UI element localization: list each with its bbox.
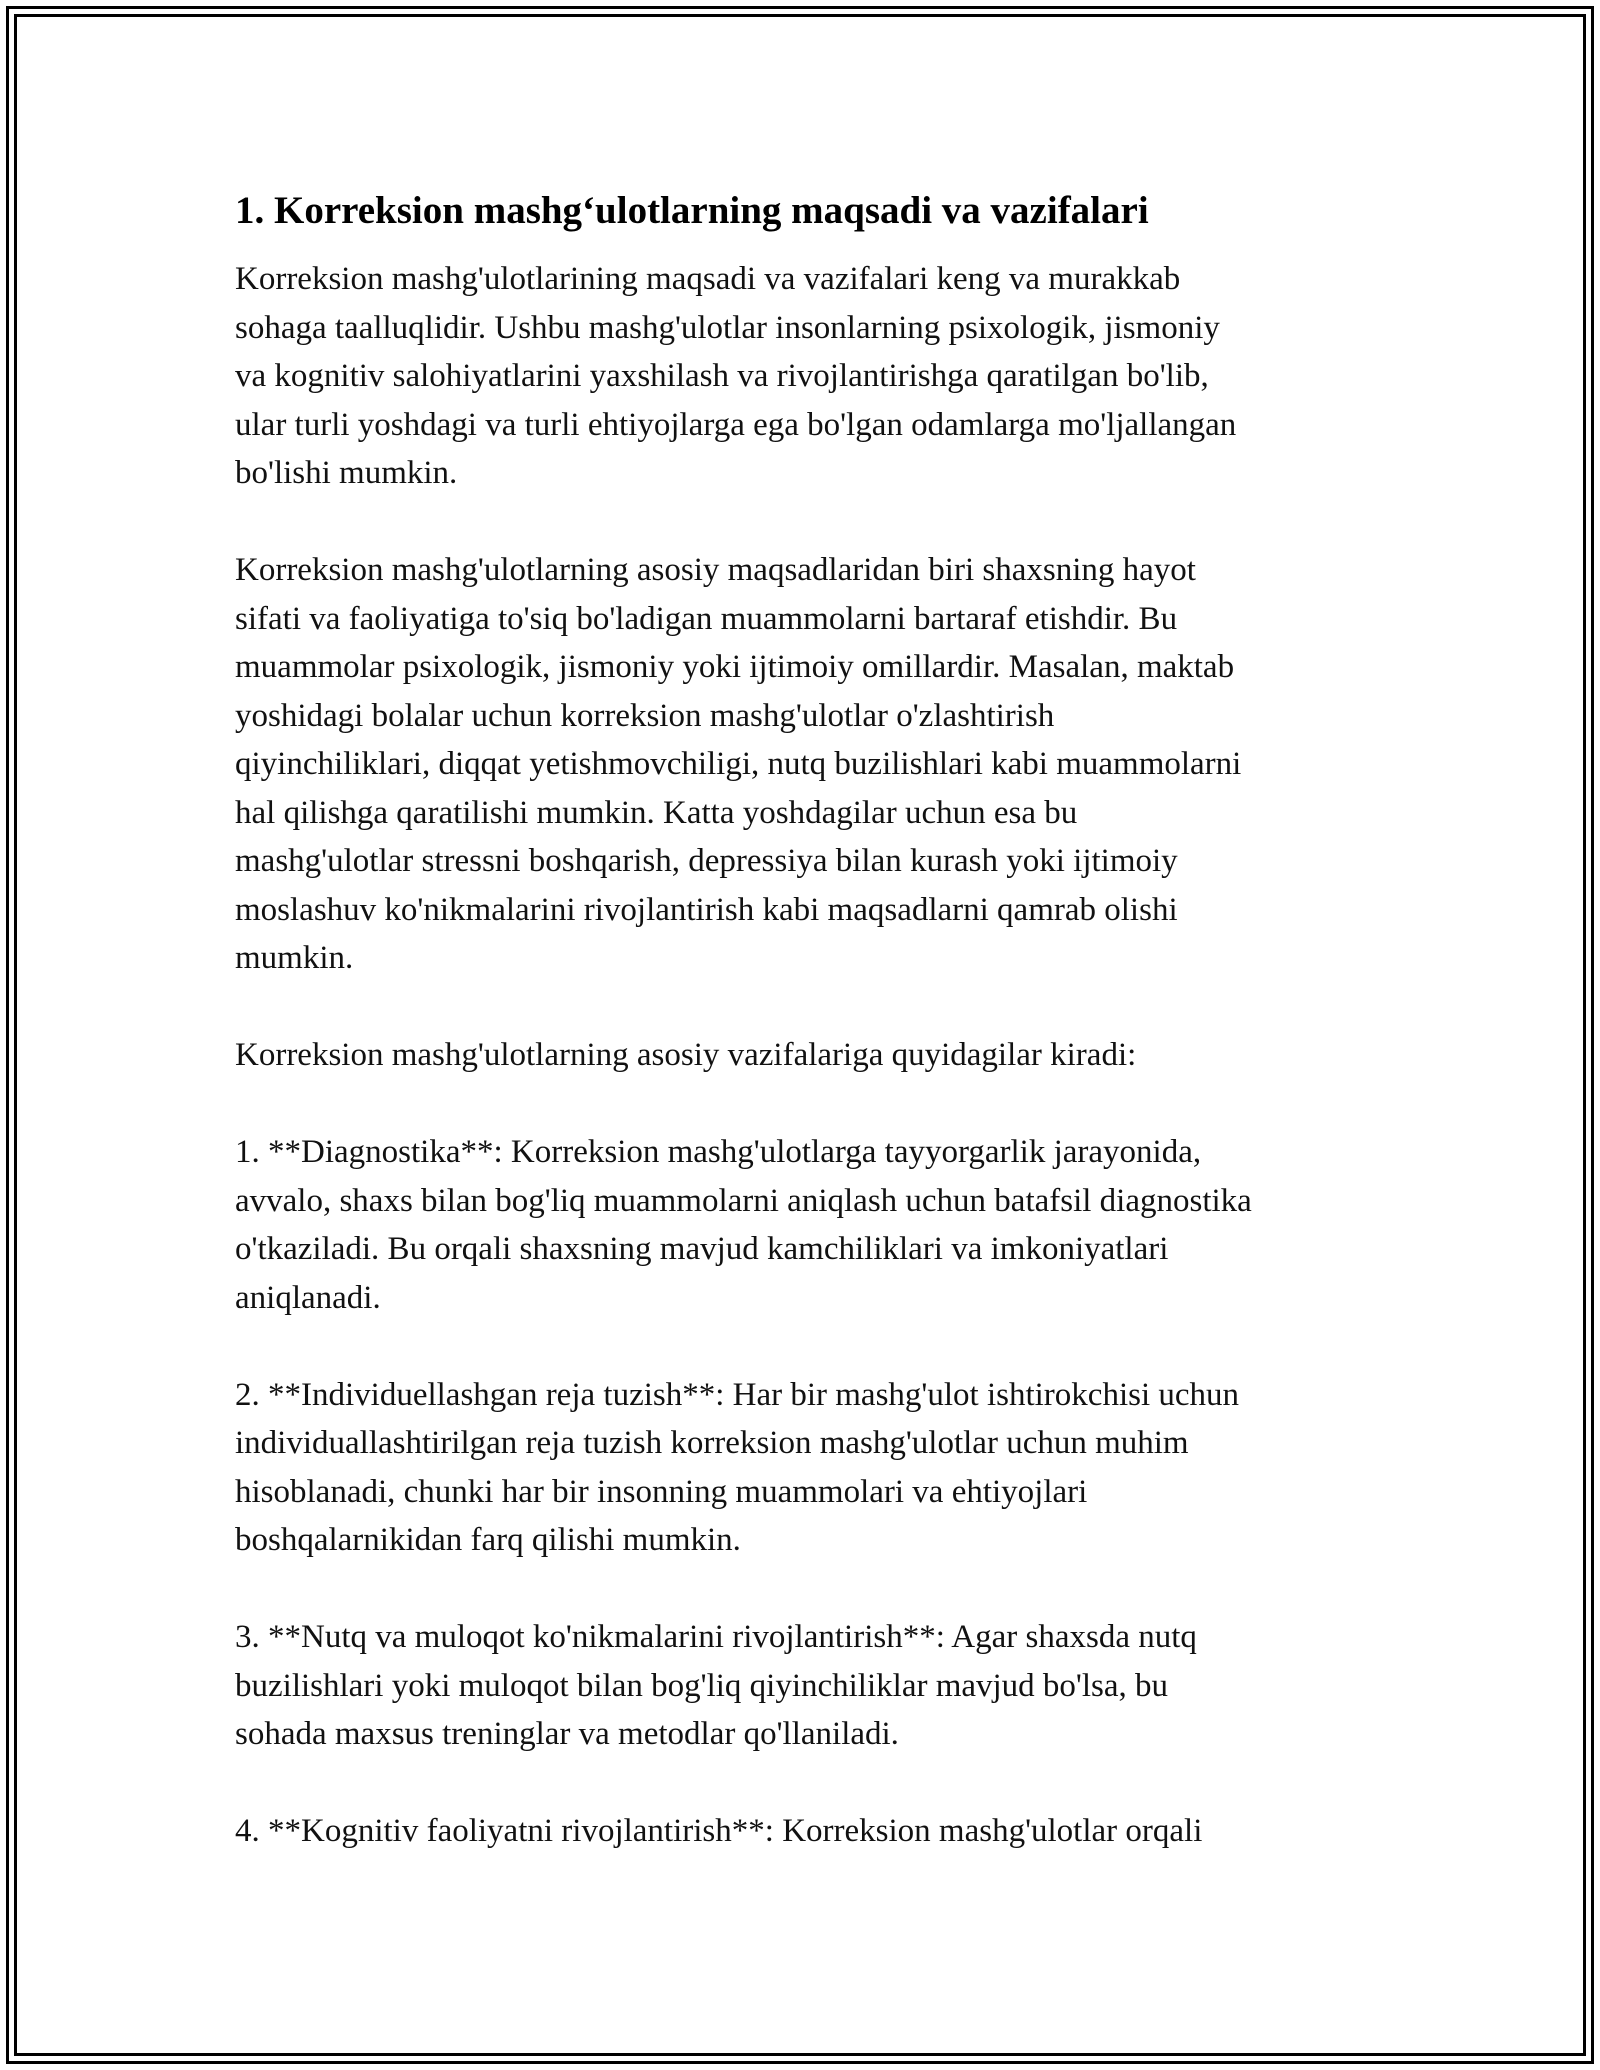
paragraph-tasks-lead: Korreksion mashg'ulotlarning asosiy vazifalariga quyidagilar kiradi:	[235, 1037, 1137, 1073]
document-page	[235, 185, 1375, 1856]
list-item-diagnostika: 1. **Diagnostika**: Korreksion mashg'ulotlarga tayyorgarlik jarayonida, avvalo, shaxs bilan bog'liq muammolarni aniqlash uchun batafsil diagnostika o'tkaziladi. Bu orqali shaxsning mavjud kamchiliklari va imkoniyatlari aniqlanadi.	[235, 1134, 1252, 1316]
paragraph-main-goal: Korreksion mashg'ulotlarning asosiy maqsadlaridan biri shaxsning hayot sifati va faoliyatiga to'siq bo'ladigan muammolarni bartaraf etishdir. Bu muammolar psixologik, jismoniy yoki ijtimoiy omillardir. Masalan, maktab yoshidagi bolalar uchun korreksion mashg'ulotlar o'zlashtirish qiyinchiliklari, diqqat yetishmovchiligi, nutq buzilishlari kabi muammolarni hal qilishga qaratilishi mumkin. Katta yoshdagilar uchun esa bu mashg'ulotlar stressni boshqarish, depressiya bilan kurash yoki ijtimoiy moslashuv ko'nikmalarini rivojlantirish kabi maqsadlarni qamrab olishi mumkin.	[235, 552, 1242, 976]
list-item-individual-plan: 2. **Individuellashgan reja tuzish**: Har bir mashg'ulot ishtirokchisi uchun individuallashtirilgan reja tuzish korreksion mashg'ulotlar uchun muhim hisoblanadi, chunki har bir insonning muammolari va ehtiyojlari boshqalarnikidan farq qilishi mumkin.	[235, 1376, 1240, 1558]
list-item-cognitive: 4. **Kognitiv faoliyatni rivojlantirish**: Korreksion mashg'ulotlar orqali	[235, 1813, 1203, 1849]
list-item-speech-skills: 3. **Nutq va muloqot ko'nikmalarini rivojlantirish**: Agar shaxsda nutq buzilishlari yoki muloqot bilan bog'liq qiyinchiliklar mavjud bo'lsa, bu sohada maxsus treninglar va metodlar qo'llaniladi.	[235, 1619, 1197, 1752]
section-heading: 1. Korreksion mashg‘ulotlarning maqsadi va vazifalari	[235, 189, 1149, 232]
paragraph-intro: Korreksion mashg'ulotlarining maqsadi va vazifalari keng va murakkab sohaga taalluqlidir. Ushbu mashg'ulotlar insonlarning psixologik, jismoniy va kognitiv salohiyatlarini yaxshilash va rivojlantirishga qaratilgan bo'lib, ular turli yoshdagi va turli ehtiyojlarga ega bo'lgan odamlarga mo'ljallangan bo'lishi mumkin.	[235, 261, 1237, 491]
